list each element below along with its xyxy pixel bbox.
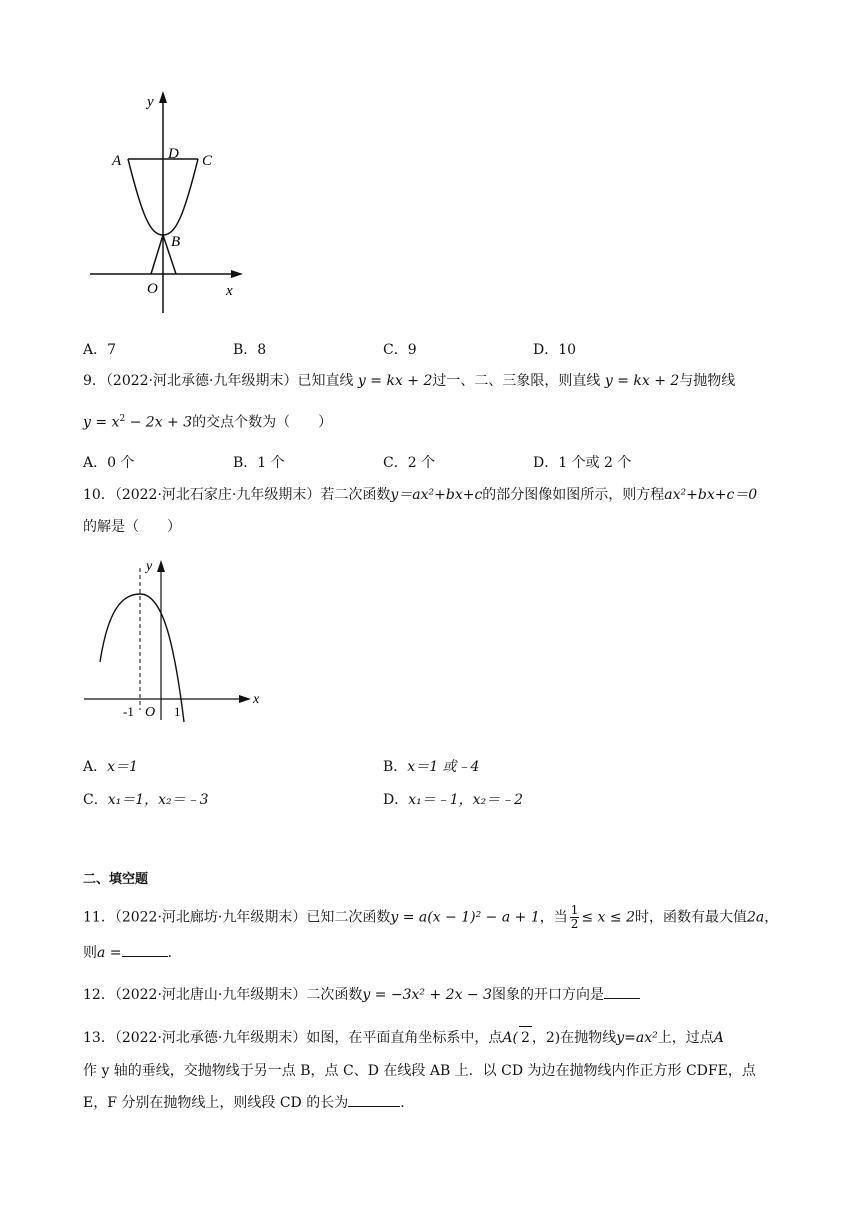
q8-option-d[interactable]: D．10 [533, 342, 577, 358]
label-C: C [202, 153, 213, 169]
q8-option-a[interactable]: A．7 [83, 342, 117, 358]
label-x: x [226, 283, 233, 299]
figure-parabola-vertex [80, 550, 270, 730]
q11-line2: 则a = . [83, 942, 172, 964]
q10-option-b[interactable]: B．x＝1 或﹣4 [383, 759, 480, 775]
q10-option-a[interactable]: A．x＝1 [83, 759, 138, 775]
q9-option-a[interactable]: A．0 个 [83, 455, 135, 471]
q9-option-b[interactable]: B．1 个 [233, 455, 285, 471]
q11-fraction: $\frac{1}{2}$ [570, 903, 579, 931]
label-B: B [171, 234, 181, 250]
q9-line2: $y = x^2 - 2x + 3$的交点个数为（ ） [83, 414, 333, 431]
q10-line1: 10．（2022·河北石家庄·九年级期末）若二次函数y＝ax²+bx+c的部分图像如图所示，则方程ax²+bx+c＝0 [83, 487, 758, 503]
q9-option-c[interactable]: C．2 个 [383, 455, 436, 471]
q13-answer-blank[interactable] [348, 1092, 400, 1107]
q9-line1: 9．（2022·河北承德·九年级期末）已知直线 y = kx + 2过一、二、三象限，则直线 y = kx + 2与抛物线 [83, 373, 736, 389]
q13-line1: 13．（2022·河北承德·九年级期末）如图，在平面直角坐标系中，点A( 2 ，2)在抛物线y=ax²上，过点A [83, 1026, 724, 1049]
label-y: y [146, 559, 153, 574]
label-x: x [253, 692, 260, 707]
q13-line2: 作 y 轴的垂线，交抛物线于另一点 B，点 C、D 在线段 AB 上．以 CD 为边在抛物线内作正方形 CDFE，点 [83, 1063, 756, 1079]
q9-option-d[interactable]: D．1 个或 2 个 [533, 455, 632, 471]
figure-parabola-abcd [80, 85, 260, 320]
q11-line1: 11．（2022·河北廊坊·九年级期末）已知二次函数y = a(x − 1)² − a + 1，当 $\frac{1}{2}$ ≤ x ≤ 2时，函数有最大值2a， [83, 903, 779, 931]
label-D: D [168, 146, 179, 162]
label-one: 1 [174, 704, 181, 719]
q8-option-c[interactable]: C．9 [383, 342, 417, 358]
q8-option-b[interactable]: B．8 [233, 342, 267, 358]
q10-option-c[interactable]: C．x₁＝1，x₂＝﹣3 [83, 792, 209, 808]
label-O: O [147, 281, 158, 297]
section-title: 二、填空题 [83, 872, 149, 887]
label-O: O [145, 705, 156, 720]
label-neg1: -1 [123, 704, 134, 719]
q13-line3: E，F 分别在抛物线上，则线段 CD 的长为 . [83, 1092, 405, 1114]
q11-answer-blank[interactable] [122, 942, 168, 957]
q10-option-d[interactable]: D．x₁＝﹣1，x₂＝﹣2 [383, 792, 524, 808]
label-A: A [112, 153, 122, 169]
q12-line1: 12．（2022·河北唐山·九年级期末）二次函数y = −3x² + 2x − 3图象的开口方向是 [83, 984, 640, 1006]
label-y: y [147, 94, 154, 110]
q12-answer-blank[interactable] [604, 984, 640, 999]
q10-line2: 的解是（ ） [83, 519, 181, 535]
